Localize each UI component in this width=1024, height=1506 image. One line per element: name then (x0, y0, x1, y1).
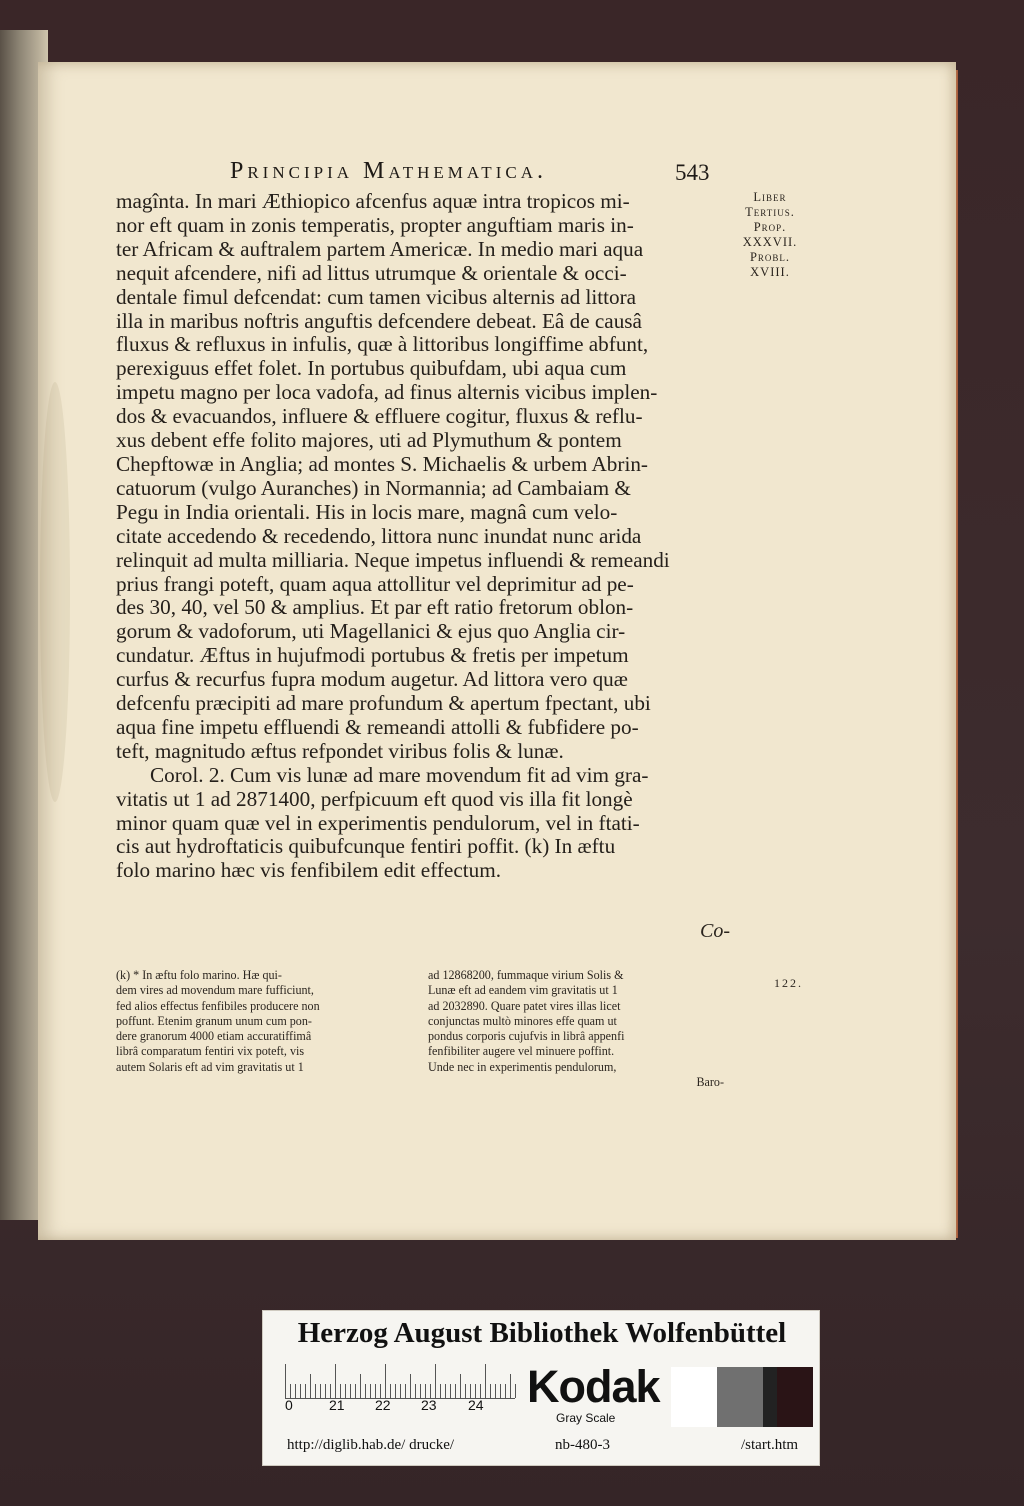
ruler-tick (475, 1384, 476, 1398)
ruler-tick (340, 1384, 341, 1398)
ruler-tick (460, 1374, 461, 1398)
margin-note-line: XXXVII. (742, 235, 798, 249)
ruler-label: 23 (421, 1397, 437, 1413)
text-line: relinquit ad multa milliaria. Neque impetus influendi & remeandi (116, 547, 670, 572)
text-line: fluxus & refluxus in infulis, quæ à littoribus longiffime abfunt, (116, 332, 649, 357)
ruler-tick (315, 1384, 316, 1398)
ruler-label: 0 (285, 1397, 293, 1413)
ruler-tick (285, 1364, 286, 1398)
corollary-line: vitatis ut 1 ad 2871400, perfpicuum eft quod vis illa fit longè (116, 786, 633, 811)
kodak-logo: Kodak (527, 1361, 660, 1412)
text-line: des 30, 40, vel 50 & amplius. Et par eft ratio fretorum oblon- (116, 595, 634, 620)
text-line: defcenfu præcipiti ad mare profundum & apertum fpectant, ubi (116, 691, 651, 716)
url-text: http://diglib.hab.de/ drucke/ (287, 1437, 455, 1453)
ruler-tick (435, 1364, 436, 1398)
ruler-tick (500, 1384, 501, 1398)
text-line: Chepftowæ in Anglia; ad montes S. Michaelis & urbem Abrin- (116, 451, 648, 476)
main-text (116, 190, 732, 883)
text-line: citate accedendo & recedendo, littora nunc inundat nunc arida (116, 523, 642, 548)
ruler-tick (470, 1384, 471, 1398)
ruler-tick (420, 1384, 421, 1398)
gray-patch-mid (717, 1367, 763, 1427)
catchword: Co- (700, 920, 730, 942)
text-line: catuorum (vulgo Auranches) in Normannia; ad Cambaiam & (116, 475, 631, 500)
margin-note-line: XVIII. (750, 265, 790, 279)
footnote-catchword: Baro- (696, 1075, 724, 1090)
ruler-label: 22 (375, 1397, 391, 1413)
ruler-tick (375, 1384, 376, 1398)
ruler-label: 21 (329, 1397, 345, 1413)
ruler-tick (485, 1364, 486, 1398)
footnote-line: librâ comparatum fentiri vix poteft, vis (116, 1044, 305, 1059)
text-line: perexiguus effet folet. In portubus quibufdam, ubi aqua cum (116, 356, 627, 381)
footnote-line: fed alios effectus fenfibiles producere non (116, 998, 320, 1013)
corollary-line: cis aut hydroftaticis quibufcunque fentiri poffit. (k) In æftu (116, 834, 616, 859)
ruler-tick (360, 1374, 361, 1398)
text-line: dos & evacuandos, influere & effluere cogitur, fluxus & reflu- (116, 404, 643, 429)
ruler-tick (310, 1374, 311, 1398)
ruler-tick (320, 1384, 321, 1398)
text-line: cundatur. Æftus in hujufmodi portubus & fretis per impetum (116, 643, 629, 668)
ruler-tick (410, 1374, 411, 1398)
ruler-tick (330, 1384, 331, 1398)
ruler-tick (380, 1384, 381, 1398)
ruler-tick (350, 1384, 351, 1398)
ruler-tick (440, 1384, 441, 1398)
text-line: nor eft quam in zonis temperatis, propter anguftiam maris in- (116, 212, 634, 237)
ruler-tick (325, 1384, 326, 1398)
footnote-line: ad 12868200, fummaque virium Solis & (428, 968, 624, 982)
ruler-tick (290, 1384, 291, 1398)
paper-stain (40, 382, 70, 802)
text-line: teft, magnitudo æftus refpondet viribus folis & lunæ. (116, 738, 564, 763)
text-line: magînta. In mari Æthiopico afcenfus aquæ intra tropicos mi- (116, 189, 630, 213)
ruler-tick (370, 1384, 371, 1398)
gray-scale-label: Gray Scale (556, 1411, 616, 1425)
text-line: aqua fine impetu effluendi & remeandi attolli & fubfidere po- (116, 714, 639, 739)
gray-patch-black (777, 1367, 813, 1427)
footnotes (116, 968, 736, 1128)
text-line: xus debent effe folito majores, uti ad Plymuthum & pontem (116, 428, 622, 453)
margin-note-line: Probl. (749, 250, 791, 264)
ruler-tick (365, 1384, 366, 1398)
ruler-tick (445, 1384, 446, 1398)
running-head: Principia Mathematica. (230, 158, 547, 184)
footnote-column-left (116, 968, 412, 1075)
ruler-tick (345, 1384, 346, 1398)
marginal-note (736, 190, 804, 280)
ruler-tick (355, 1384, 356, 1398)
corollary-line: minor quam quæ vel in experimentis pendulorum, vel in ftati- (116, 810, 640, 835)
ruler-tick (430, 1384, 431, 1398)
text-line: illa in maribus noftris anguftis defcendere debeat. Eâ de causâ (116, 308, 642, 333)
footnote-column-right (428, 968, 724, 1090)
page-number: 543 (675, 160, 710, 185)
text-line: ter Africam & auftralem partem Americæ. In medio mari aqua (116, 236, 644, 261)
corollary-line: Corol. 2. Cum vis lunæ ad mare movendum fit ad vim gra- (150, 762, 649, 787)
text-line: curfus & recurfus fupra modum augetur. Ad littora vero quæ (116, 667, 628, 692)
page-header (230, 156, 770, 192)
text-line: impetu magno per loca vadofa, ad finus alternis vicibus implen- (116, 380, 658, 405)
ruler-tick (295, 1384, 296, 1398)
footnote-line: autem Solaris eft ad vim gravitatis ut 1 (116, 1059, 304, 1074)
footnote-line: ad 2032890. Quare patet vires illas licet (428, 998, 621, 1013)
footnote-line: poffunt. Etenim granum unum cum pon- (116, 1013, 312, 1028)
footnote-line: conjunctas multò minores effe quam ut (428, 1013, 617, 1028)
ruler-tick (495, 1384, 496, 1398)
ruler-tick (480, 1384, 481, 1398)
text-line: prius frangi poteft, quam aqua attollitur vel deprimitur ad pe- (116, 571, 634, 596)
url-suffix: /start.htm (741, 1437, 799, 1453)
ruler-tick (515, 1384, 516, 1398)
footnote-line: dem vires ad movendum mare fufficiunt, (116, 983, 314, 998)
ruler-tick (305, 1384, 306, 1398)
ruler-label: 24 (468, 1397, 484, 1413)
footnote-line: (k) * In æftu folo marino. Hæ qui- (116, 968, 282, 982)
library-title: Herzog August Bibliothek Wolfenbüttel (297, 1317, 787, 1349)
gray-patch-dark (763, 1367, 777, 1427)
ruler-tick (395, 1384, 396, 1398)
margin-note-line: Liber (753, 190, 787, 204)
ruler-tick (385, 1364, 386, 1398)
footnote-line: dere granorum 4000 etiam accuratiffimâ (116, 1029, 312, 1044)
footnote-line: Unde nec in experimentis pendulorum, (428, 1059, 617, 1074)
margin-note-line: Prop. (753, 220, 787, 234)
ruler-tick (450, 1384, 451, 1398)
footnote-line: fenfibiliter augere vel minuere poffint. (428, 1044, 615, 1059)
text-line: nequit afcendere, nifi ad littus utrumque & orientale & occi- (116, 260, 627, 285)
shelfmark-code: nb-480-3 (555, 1437, 610, 1453)
ruler-tick (425, 1384, 426, 1398)
ruler-tick (455, 1384, 456, 1398)
ruler-tick (415, 1384, 416, 1398)
text-line: Pegu in India orientali. His in locis mare, magnâ cum velo- (116, 499, 618, 524)
ruler-tick (465, 1384, 466, 1398)
gray-patch-white (671, 1367, 717, 1427)
ruler-tick (510, 1374, 511, 1398)
ruler-tick (505, 1384, 506, 1398)
text-line: gorum & vadoforum, uti Magellanici & ejus quo Anglia cir- (116, 619, 626, 644)
ruler-scale (285, 1359, 515, 1399)
margin-note-line: Tertius. (745, 205, 795, 219)
ruler-tick (335, 1364, 336, 1398)
ruler-tick (390, 1384, 391, 1398)
footnote-line: pondus corporis cujufvis in librâ appenfi (428, 1029, 625, 1044)
text-line: dentale fimul defcendat: cum tamen vicibus alternis ad littora (116, 284, 637, 309)
ruler-tick (490, 1384, 491, 1398)
footnote-line: Lunæ eft ad eandem vim gravitatis ut 1 (428, 983, 618, 998)
ruler-tick (400, 1384, 401, 1398)
corollary-line: folo marino hæc vis fenfibilem edit effectum. (116, 858, 501, 883)
kodak-color-target (262, 1310, 820, 1466)
ruler-tick (300, 1384, 301, 1398)
ruler-tick (405, 1384, 406, 1398)
footnote-margin-number: 122. (774, 976, 803, 990)
